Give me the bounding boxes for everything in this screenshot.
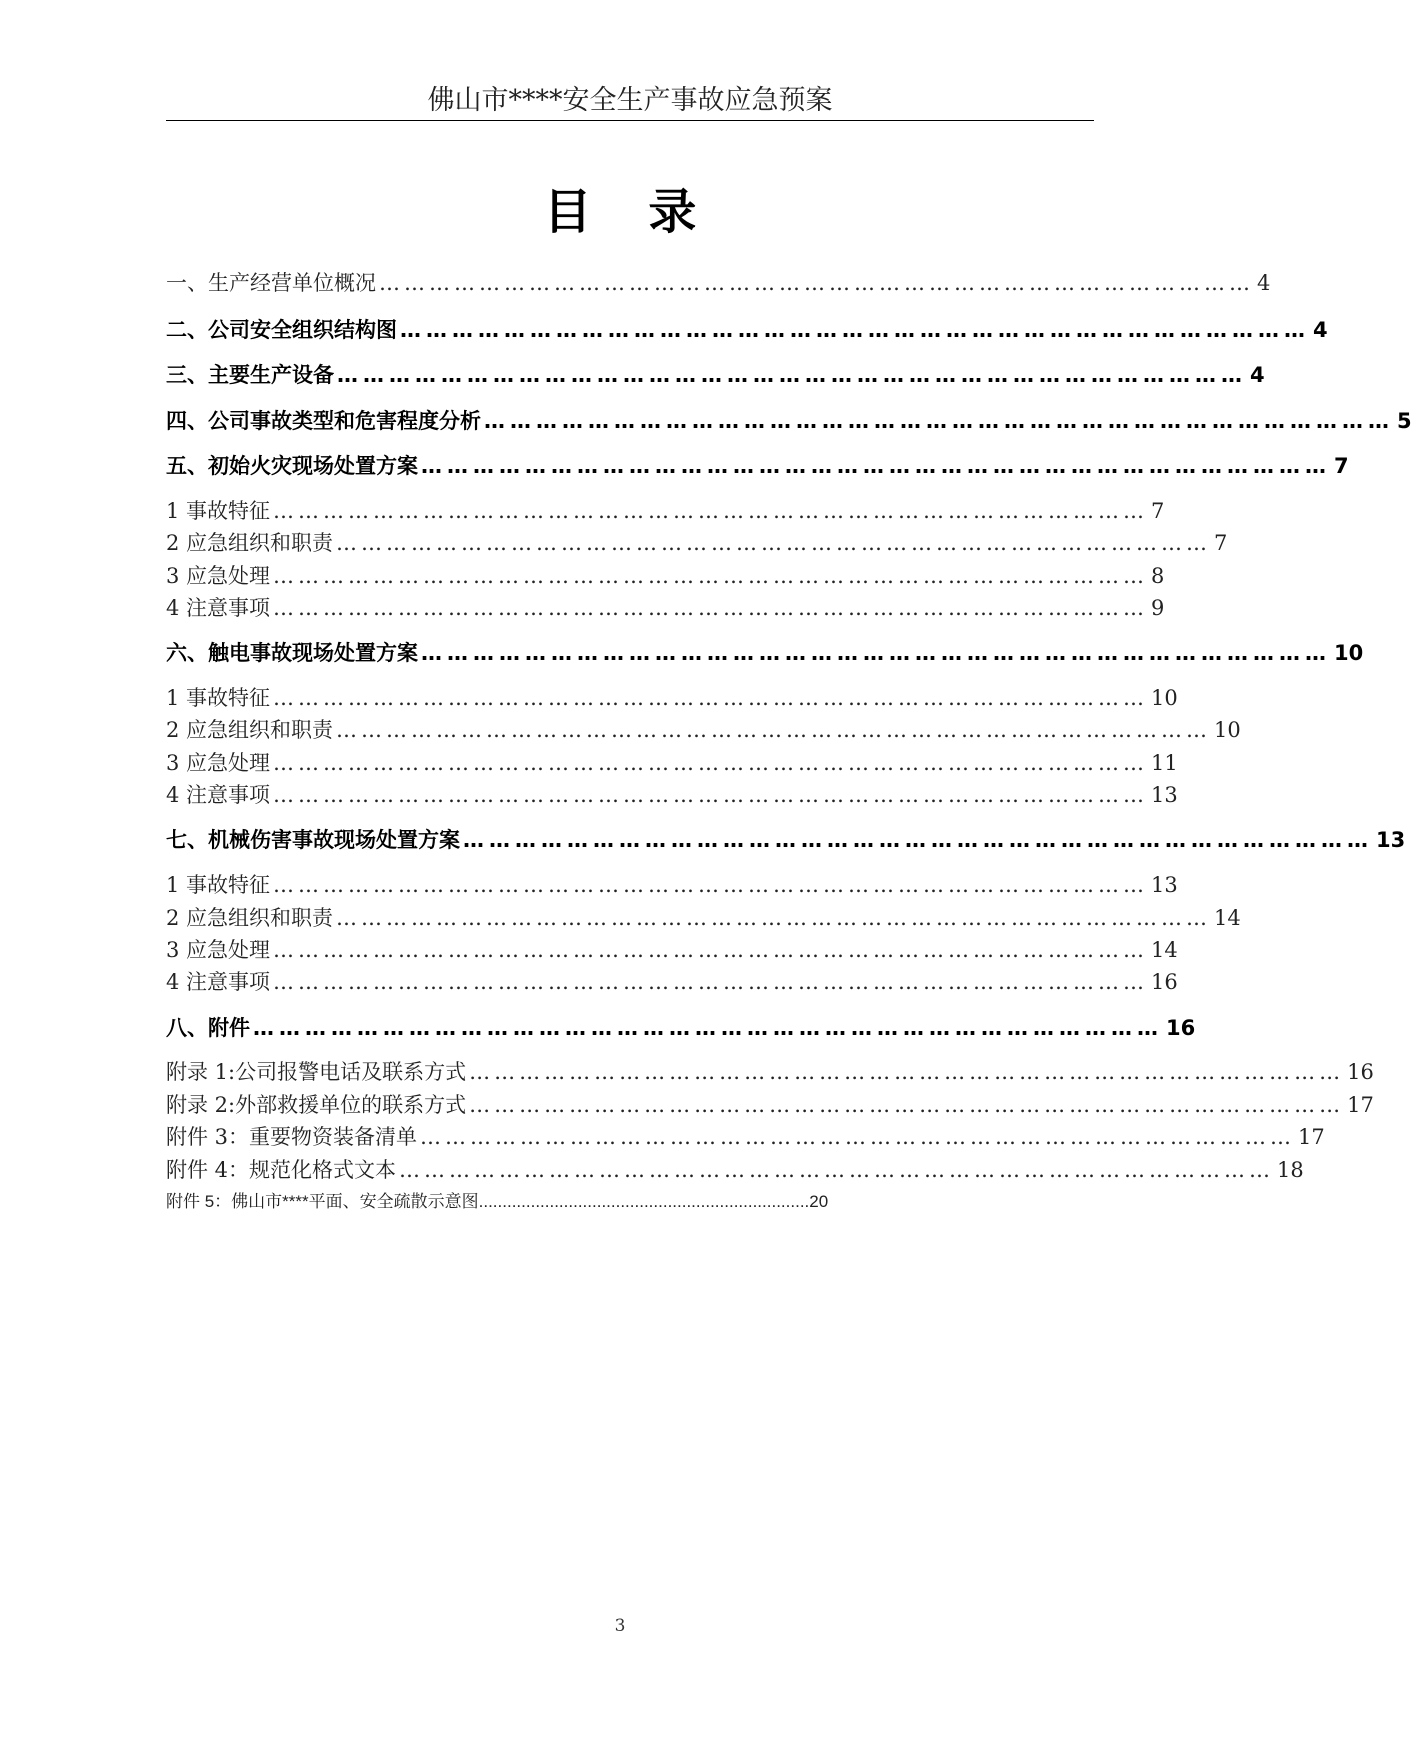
toc-entry-appendix-2[interactable] [166, 1090, 1374, 1120]
dot-leader: …………………………………………………………………………………………… [379, 271, 1254, 295]
dot-leader: …………………………………………………………………………………………… [336, 531, 1212, 555]
toc-entry-6-3[interactable] [166, 748, 1178, 778]
dot-leader: …………………………………………………………………………………………… [336, 906, 1212, 930]
dot-leader: …………………………………………………………………………………………… [469, 1093, 1345, 1117]
toc-entry-page: 11 [1151, 751, 1178, 775]
toc-entry-page: 13 [1151, 873, 1178, 897]
toc-entry-section-1[interactable] [166, 268, 1271, 298]
toc-entry-label: 四、公司事故类型和危害程度分析 [166, 409, 481, 433]
toc-entry-5-2[interactable] [166, 528, 1228, 558]
toc-entry-label: 4 注意事项 [166, 783, 271, 807]
dot-leader: …………………………………………………………………………………………… [463, 828, 1373, 852]
dot-leader: …………………………………………………………………………………………… [273, 596, 1149, 620]
toc-entry-label: 4 注意事项 [166, 970, 271, 994]
toc-entry-label: 附录 2:外部救援单位的联系方式 [166, 1093, 467, 1117]
toc-entry-page: 7 [1214, 531, 1228, 555]
toc-entry-section-6[interactable] [166, 637, 1364, 669]
toc-entry-label: 附件 3：重要物资装备清单 [166, 1125, 418, 1149]
toc-entry-page: 5 [1397, 409, 1412, 433]
toc-entry-appendix-3[interactable] [166, 1122, 1325, 1152]
toc-title: 目 录 [543, 184, 717, 240]
dot-leader: …………………………………………………………………………………………… [420, 1125, 1296, 1149]
dot-leader: …………………………………………………………………………………………… [400, 318, 1310, 342]
dot-leader: …………………………………………………………………………………………… [273, 783, 1149, 807]
dot-leader: …………………………………………………………………………………………… [273, 873, 1149, 897]
dot-leader: …………………………………………………………………………………………… [421, 641, 1331, 665]
toc-entry-page: 20 [809, 1192, 829, 1211]
toc-entry-section-4[interactable] [166, 405, 1412, 437]
toc-entry-page: 18 [1277, 1158, 1304, 1182]
toc-entry-5-1[interactable] [166, 496, 1165, 526]
toc-entry-page: 9 [1151, 596, 1165, 620]
toc-entry-5-4[interactable] [166, 593, 1165, 623]
toc-entry-page: 4 [1257, 271, 1271, 295]
dot-leader: …………………………………………………………………………………………… [273, 751, 1149, 775]
dot-leader: ...................................................................... [478, 1192, 810, 1211]
toc-entry-page: 14 [1151, 938, 1178, 962]
toc-entry-page: 4 [1313, 318, 1328, 342]
toc-entry-label: 八、附件 [166, 1016, 250, 1040]
toc-entry-section-3[interactable] [166, 359, 1265, 391]
toc-entry-appendix-5[interactable] [166, 1190, 828, 1214]
dot-leader: …………………………………………………………………………………………… [337, 363, 1247, 387]
toc-entry-label: 2 应急组织和职责 [166, 906, 334, 930]
toc-entry-page: 14 [1214, 906, 1241, 930]
toc-entry-label: 附件 5：佛山市****平面、安全疏散示意图 [166, 1192, 479, 1211]
toc-entry-6-2[interactable] [166, 715, 1241, 745]
dot-leader: …………………………………………………………………………………………… [469, 1060, 1345, 1084]
toc-entry-page: 8 [1151, 564, 1165, 588]
toc-entry-7-2[interactable] [166, 903, 1241, 933]
toc-entry-page: 10 [1214, 718, 1241, 742]
dot-leader: …………………………………………………………………………………………… [273, 686, 1149, 710]
toc-entry-appendix-4[interactable] [166, 1155, 1304, 1185]
toc-entry-label: 附录 1:公司报警电话及联系方式 [166, 1060, 467, 1084]
toc-entry-label: 1 事故特征 [166, 873, 271, 897]
toc-entry-label: 2 应急组织和职责 [166, 718, 334, 742]
dot-leader: …………………………………………………………………………………………… [484, 409, 1394, 433]
header-rule [166, 120, 1094, 121]
toc-entry-label: 六、触电事故现场处置方案 [166, 641, 418, 665]
toc-entry-label: 3 应急处理 [166, 751, 271, 775]
toc-entry-page: 16 [1151, 970, 1178, 994]
toc-entry-6-4[interactable] [166, 780, 1178, 810]
toc-entry-page: 4 [1250, 363, 1265, 387]
toc-entry-section-8[interactable] [166, 1012, 1196, 1044]
toc-entry-7-4[interactable] [166, 967, 1178, 997]
toc-entry-page: 16 [1166, 1016, 1196, 1040]
toc-entry-label: 4 注意事项 [166, 596, 271, 620]
toc-entry-page: 13 [1376, 828, 1406, 852]
toc-entry-section-7[interactable] [166, 824, 1406, 856]
toc-entry-page: 17 [1298, 1125, 1325, 1149]
dot-leader: …………………………………………………………………………………………… [336, 718, 1212, 742]
toc-entry-label: 三、主要生产设备 [166, 363, 334, 387]
toc-entry-label: 七、机械伤害事故现场处置方案 [166, 828, 460, 852]
dot-leader: …………………………………………………………………………………………… [273, 499, 1149, 523]
toc-entry-section-2[interactable] [166, 314, 1328, 346]
toc-entry-appendix-1[interactable] [166, 1057, 1374, 1087]
toc-entry-page: 10 [1151, 686, 1178, 710]
toc-entry-page: 7 [1151, 499, 1165, 523]
toc-entry-7-3[interactable] [166, 935, 1178, 965]
toc-entry-page: 13 [1151, 783, 1178, 807]
dot-leader: …………………………………………………………………………………………… [421, 454, 1331, 478]
toc-entry-label: 五、初始火灾现场处置方案 [166, 454, 418, 478]
dot-leader: …………………………………………………………………………………………… [399, 1158, 1275, 1182]
page-number: 3 [614, 1616, 626, 1636]
toc-entry-label: 二、公司安全组织结构图 [166, 318, 397, 342]
toc-entry-label: 1 事故特征 [166, 686, 271, 710]
toc-entry-label: 3 应急处理 [166, 564, 271, 588]
toc-entry-page: 17 [1347, 1093, 1374, 1117]
toc-entry-7-1[interactable] [166, 870, 1178, 900]
toc-entry-label: 附件 4：规范化格式文本 [166, 1158, 397, 1182]
toc-entry-label: 2 应急组织和职责 [166, 531, 334, 555]
toc-entry-section-5[interactable] [166, 450, 1349, 482]
toc-entry-5-3[interactable] [166, 561, 1165, 591]
toc-entry-page: 7 [1334, 454, 1349, 478]
dot-leader: …………………………………………………………………………………………… [273, 938, 1149, 962]
toc-entry-page: 10 [1334, 641, 1364, 665]
toc-entry-6-1[interactable] [166, 683, 1178, 713]
toc-entry-label: 3 应急处理 [166, 938, 271, 962]
running-header: 佛山市****安全生产事故应急预案 [427, 85, 833, 116]
toc-entry-page: 16 [1347, 1060, 1374, 1084]
dot-leader: …………………………………………………………………………………………… [273, 564, 1149, 588]
dot-leader: …………………………………………………………………………………………… [253, 1016, 1163, 1040]
dot-leader: …………………………………………………………………………………………… [273, 970, 1149, 994]
toc-entry-label: 1 事故特征 [166, 499, 271, 523]
toc-entry-label: 一、生产经营单位概况 [166, 271, 376, 295]
